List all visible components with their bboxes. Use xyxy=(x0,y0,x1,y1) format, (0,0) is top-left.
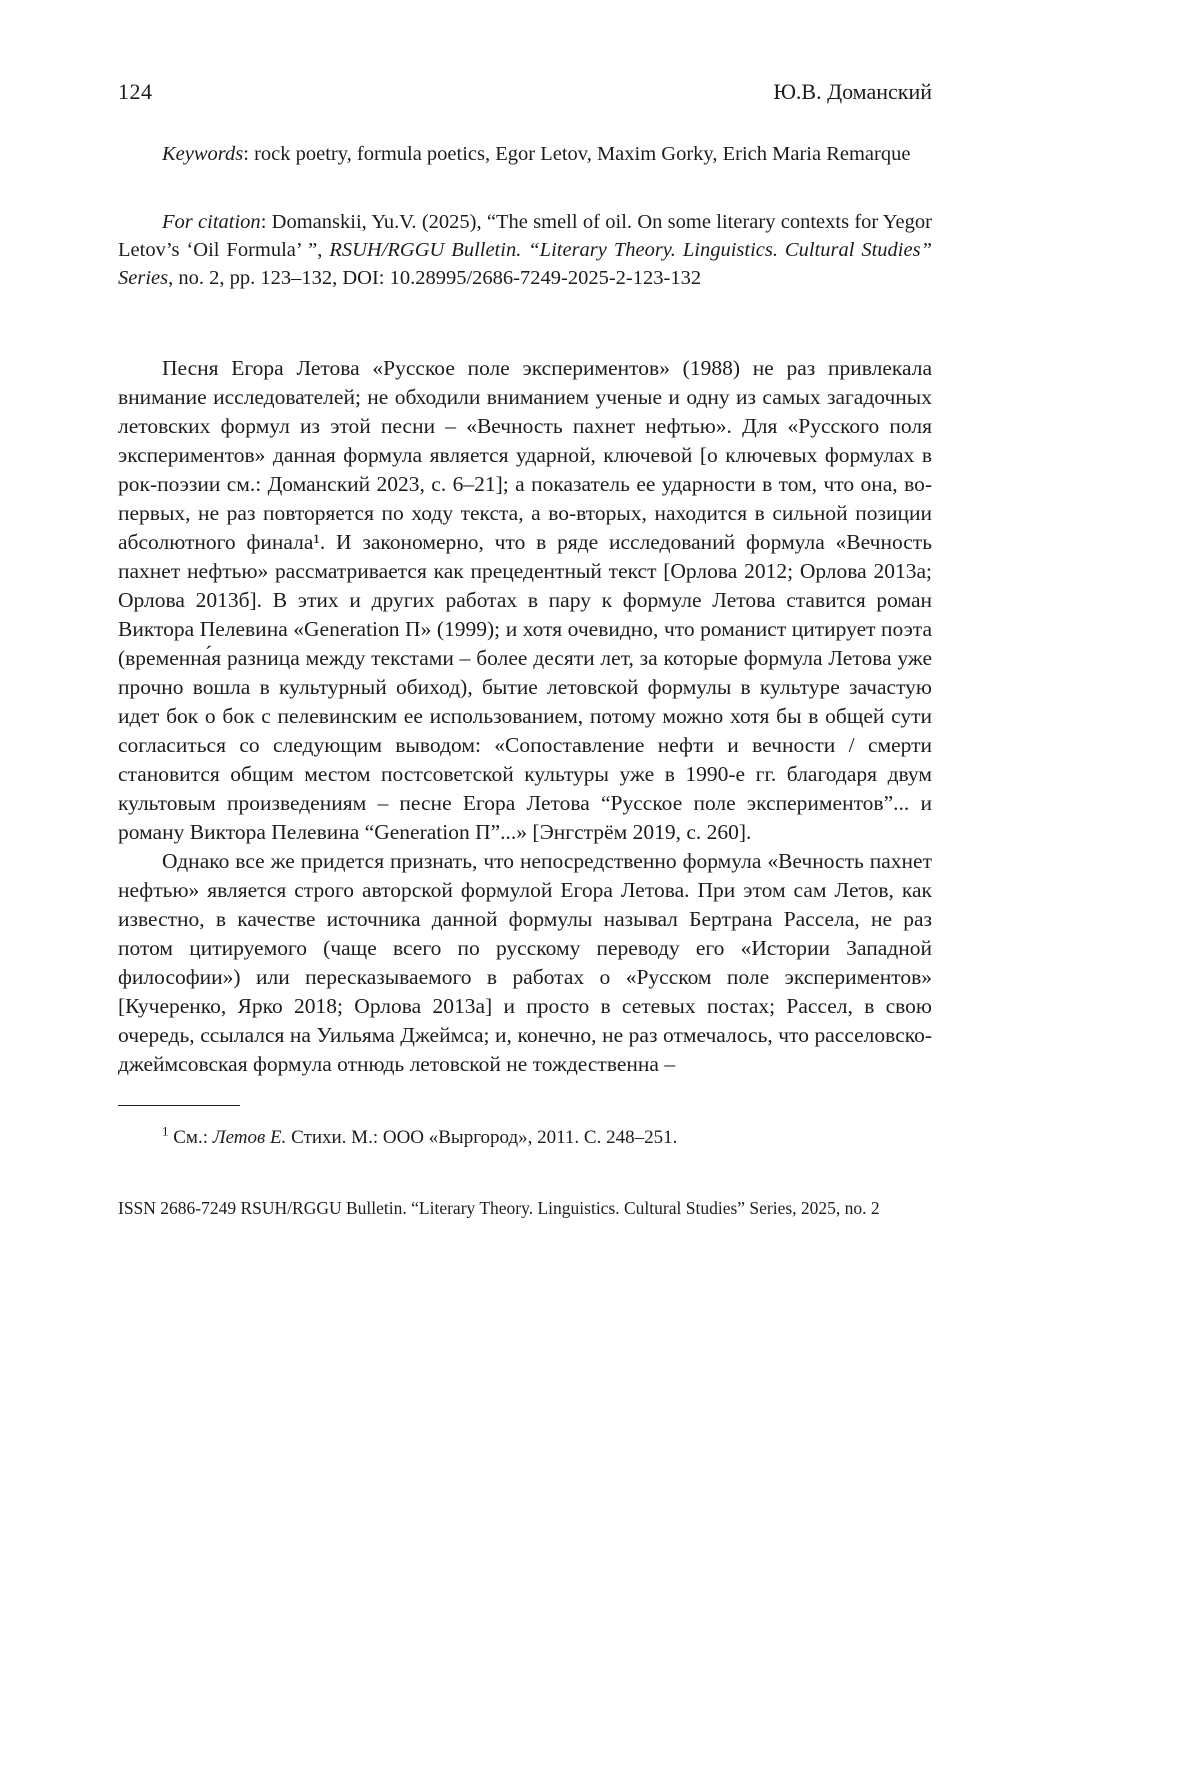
body-paragraph-1: Песня Егора Летова «Русское поле экспериментов» (1988) не раз привлекала внимание исследователей; не обходили вниманием ученые и одну из самых загадочных летовских формул из этой песни – «Вечность пахнет нефтью». Для «Русского поля экспериментов» данная формула является ударной, ключевой [о ключевых формулах в рок-поэзии см.: Доманский 2023, с. 6–21]; а показатель ее ударности в том, что она, во-первых, не раз повторяется по ходу текста, а во-вторых, находится в сильной позиции абсолютного финала¹. И закономерно, что в ряде исследований формула «Вечность пахнет нефтью» рассматривается как прецедентный текст [Орлова 2012; Орлова 2013а; Орлова 2013б]. В этих и других работах в пару к формуле Летова ставится роман Виктора Пелевина «Generation П» (1999); и хотя очевидно, что романист цитирует поэта (временна́я разница между текстами – более десяти лет, за которые формула Летова уже прочно вошла в культурный обиход), бытие летовской формулы в культуре зачастую идет бок о бок с пелевинским ее использованием, потому можно хотя бы в общей сути согласиться со следующим выводом: «Сопоставление нефти и вечности / смерти становится общим местом постсоветской культуры уже в 1990-е гг. благодаря двум культовым произведениям – песне Егора Летова “Русское поле экспериментов”... и роману Виктора Пелевина “Generation П”...» [Энгстрём 2019, с. 260]. xyxy=(118,356,932,844)
body-paragraph-2: Однако все же придется признать, что непосредственно формула «Вечность пахнет нефтью» является строго авторской формулой Егора Летова. При этом сам Летов, как известно, в качестве источника данной формулы называл Бертрана Рассела, не раз потом цитируемого (чаще всего по русскому переводу его «Истории Западной философии») или пересказываемого в работах о «Русском поле экспериментов» [Кучеренко, Ярко 2018; Орлова 2013а] и просто в сетевых постах; Рассел, в свою очередь, ссылался на Уильяма Джеймса; и, конечно, не раз отмечалось, что расселовско-джеймсовская формула отнюдь летовской не тождественна – xyxy=(118,849,932,1076)
citation-journal: RSUH/RGGU Bulletin. “Literary Theory. Linguistics. Cultural Studies” Series xyxy=(118,239,932,289)
footnote-prefix: См.: xyxy=(168,1127,213,1148)
running-head-author: Ю.В. Доманский xyxy=(773,79,932,104)
footnote-marker: 1 xyxy=(162,1123,169,1139)
keywords-block xyxy=(118,140,932,168)
keywords-text: : rock poetry, formula poetics, Egor Letov, Maxim Gorky, Erich Maria Remarque xyxy=(243,143,911,165)
footnote-rest: Стихи. М.: ООО «Выргород», 2011. С. 248–251. xyxy=(286,1127,678,1148)
citation-label: For citation xyxy=(162,211,261,233)
citation-block xyxy=(118,208,932,292)
running-header xyxy=(118,78,932,106)
citation-text-part2: , no. 2, pp. 123–132, DOI: 10.28995/2686-7249-2025-2-123-132 xyxy=(168,267,702,289)
footnote-author: Летов Е. xyxy=(212,1127,287,1148)
citation-text-part1: : Domanskii, Yu.V. (2025), “The smell of oil. On some literary contexts for Yegor Letov’s ‘Oil Formula’ ”, xyxy=(118,211,932,261)
article-body xyxy=(118,354,932,1079)
footnote-area xyxy=(118,1105,932,1151)
keywords-label: Keywords xyxy=(162,143,244,165)
footnote-1 xyxy=(118,1125,932,1151)
footnote-divider xyxy=(118,1105,240,1106)
page-number: 124 xyxy=(118,79,153,104)
page-footer-issn: ISSN 2686-7249 RSUH/RGGU Bulletin. “Literary Theory. Linguistics. Cultural Studies” Series, 2025, no. 2 xyxy=(118,1198,880,1218)
